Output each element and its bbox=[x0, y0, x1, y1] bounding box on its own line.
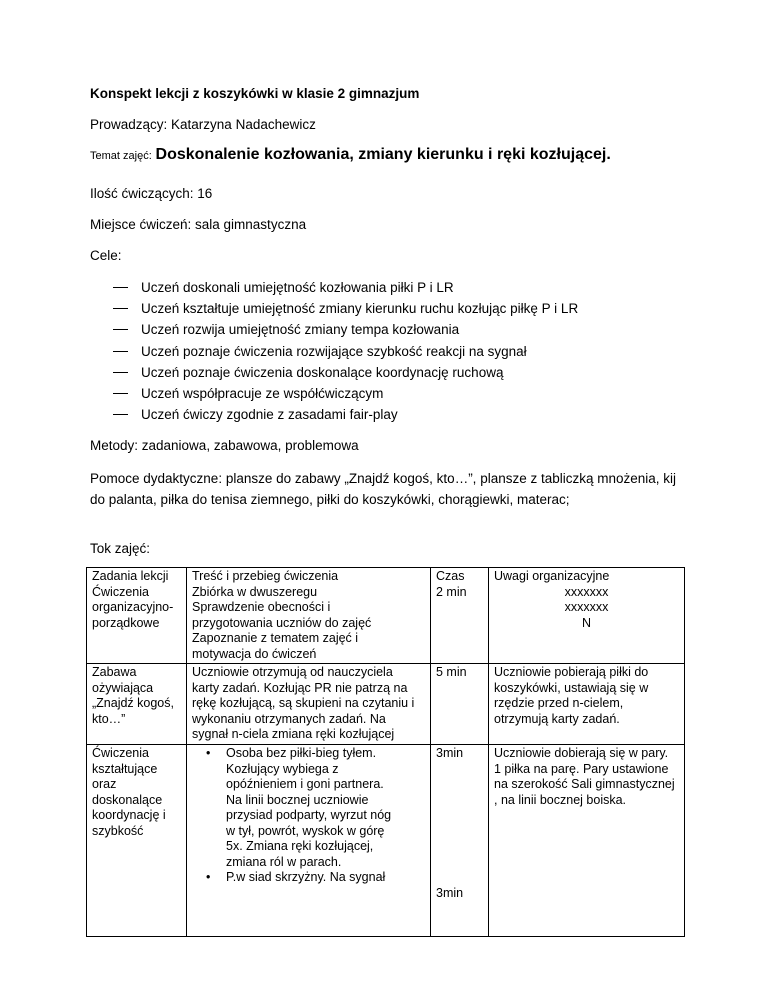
table-cell bbox=[187, 745, 431, 937]
cell-line: oraz bbox=[92, 777, 117, 791]
cell-line: Uczniowie dobierają się w pary. bbox=[494, 746, 669, 760]
formation-line: xxxxxxx bbox=[564, 584, 609, 599]
table-cell bbox=[431, 568, 489, 664]
cell-line: zmiana ról w parach. bbox=[226, 854, 342, 869]
table-row bbox=[87, 568, 685, 664]
goal-item: Uczeń kształtuje umiejętność zmiany kierunku ruchu kozłując piłkę P i LR bbox=[113, 300, 578, 321]
cell-line: Na linii bocznej uczniowie bbox=[226, 792, 369, 807]
cell-line: opóźnieniem i goni partnera. bbox=[226, 777, 384, 791]
cell-line: w tył, powrót, wyskok w górę bbox=[226, 823, 385, 838]
cell-line: Treść i przebieg ćwiczenia bbox=[192, 569, 339, 583]
cell-line: rzędzie przed n-cielem, bbox=[494, 696, 624, 710]
formation-line: xxxxxxx bbox=[564, 600, 609, 614]
cell-line: sygnał n-ciela zmiana ręki kozłującej bbox=[192, 727, 395, 741]
cell-line: przysiad podparty, wyrzut nóg bbox=[226, 808, 392, 822]
table-cell bbox=[431, 664, 489, 745]
cell-line: 2 min bbox=[436, 584, 467, 599]
cell-line: ożywiająca bbox=[92, 680, 154, 695]
cell-line: • Osoba bez piłki-bieg tyłem. bbox=[226, 746, 377, 760]
cell-line: 1 piłka na parę. Pary ustawione bbox=[494, 761, 669, 776]
table-cell bbox=[87, 568, 187, 664]
topic-label: Temat zajęć: bbox=[90, 150, 152, 162]
table-cell bbox=[489, 664, 685, 745]
goal-item: Uczeń ćwiczy zgodnie z zasadami fair-play bbox=[113, 406, 578, 427]
cell-line: Uczniowie otrzymują od nauczyciela bbox=[192, 665, 393, 679]
table-cell bbox=[87, 664, 187, 745]
cell-line: 5x. Zmiana ręki kozłującej, bbox=[226, 839, 374, 853]
exercise-place: Miejsce ćwiczeń: sala gimnastyczna bbox=[90, 217, 307, 232]
goal-item: Uczeń współpracuje ze współćwiczącym bbox=[113, 385, 578, 406]
cell-line: kształtujące bbox=[92, 761, 158, 776]
cell-line: koszykówki, ustawiają się w bbox=[494, 680, 649, 695]
cell-line: koordynację i bbox=[92, 808, 166, 822]
table-cell bbox=[87, 745, 187, 937]
cell-line: Zabawa bbox=[92, 665, 137, 679]
cell-line: przygotowania uczniów do zajęć bbox=[192, 615, 372, 630]
table-cell bbox=[187, 568, 431, 664]
table-cell bbox=[489, 745, 685, 937]
cell-line: otrzymują karty zadań. bbox=[494, 711, 620, 726]
cell-line: „Znajdź kogoś, bbox=[92, 696, 174, 710]
cell-line: Uczniowie pobierają piłki do bbox=[494, 665, 649, 679]
cell-line: 3min bbox=[436, 885, 464, 900]
cell-line: Ćwiczenia bbox=[92, 746, 149, 760]
document-title: Konspekt lekcji z koszykówki w klasie 2 gimnazjum bbox=[90, 86, 420, 101]
topic-line bbox=[90, 146, 611, 165]
goals-list bbox=[113, 279, 578, 427]
cell-line: doskonalące bbox=[92, 792, 163, 807]
cell-line: • P.w siad skrzyżny. Na sygnał bbox=[226, 870, 386, 884]
lesson-table bbox=[86, 567, 685, 937]
cell-line: Uwagi organizacyjne bbox=[494, 569, 610, 583]
cell-line: Sprawdzenie obecności i bbox=[192, 600, 331, 614]
cell-line: karty zadań. Kozłując PR nie patrzą na bbox=[192, 680, 408, 695]
bullet-item bbox=[192, 746, 425, 870]
topic-value: Doskonalenie kozłowania, zmiany kierunku i ręki kozłującej. bbox=[155, 146, 611, 163]
table-cell bbox=[489, 568, 685, 664]
goals-label: Cele: bbox=[90, 248, 122, 263]
table-row bbox=[87, 664, 685, 745]
cell-line: , na linii bocznej boiska. bbox=[494, 792, 627, 807]
cell-line: motywacja do ćwiczeń bbox=[192, 646, 317, 661]
goal-item: Uczeń poznaje ćwiczenia doskonalące koordynację ruchową bbox=[113, 364, 578, 385]
cell-line: Czas bbox=[436, 569, 465, 583]
cell-line: 5 min bbox=[436, 665, 467, 679]
cell-line: Zbiórka w dwuszeregu bbox=[192, 584, 318, 599]
methods-line: Metody: zadaniowa, zabawowa, problemowa bbox=[90, 438, 359, 453]
table-row bbox=[87, 745, 685, 937]
cell-line: na szerokość Sali gimnastycznej bbox=[494, 777, 675, 791]
formation-line: N bbox=[581, 615, 592, 630]
cell-line: rękę kozłującą, są skupieni na czytaniu i bbox=[192, 696, 415, 710]
cell-line: wykonaniu otrzymanych zadań. Na bbox=[192, 711, 386, 726]
cell-line: porządkowe bbox=[92, 615, 160, 630]
table-cell bbox=[431, 745, 489, 937]
cell-line: Zapoznanie z tematem zajęć i bbox=[192, 631, 359, 645]
participant-count: Ilość ćwiczących: 16 bbox=[90, 186, 213, 201]
cell-line: Zadania lekcji bbox=[92, 569, 169, 583]
cell-line: szybkość bbox=[92, 823, 144, 838]
table-cell bbox=[187, 664, 431, 745]
cell-line: Ćwiczenia bbox=[92, 584, 149, 599]
teacher-line: Prowadzący: Katarzyna Nadachewicz bbox=[90, 117, 316, 132]
teaching-aids: Pomoce dydaktyczne: plansze do zabawy „Znajdź kogoś, kto…”, plansze z tabliczką mnożenia, kij do palanta, piłka do tenisa ziemnego, piłki do koszykówki, chorągiewki, materac; bbox=[90, 471, 677, 507]
goal-item: Uczeń poznaje ćwiczenia rozwijające szybkość reakcji na sygnał bbox=[113, 343, 578, 364]
cell-line: Kozłujący wybiega z bbox=[226, 761, 339, 776]
bullet-item bbox=[192, 870, 425, 886]
spacer bbox=[436, 762, 483, 886]
goal-item: Uczeń rozwija umiejętność zmiany tempa kozłowania bbox=[113, 321, 578, 342]
goal-item: Uczeń doskonali umiejętność kozłowania piłki P i LR bbox=[113, 279, 578, 300]
cell-line: 3min bbox=[436, 746, 464, 760]
cell-line: organizacyjno- bbox=[92, 600, 174, 614]
cell-line: kto…” bbox=[92, 711, 126, 726]
course-label: Tok zajęć: bbox=[90, 541, 151, 556]
